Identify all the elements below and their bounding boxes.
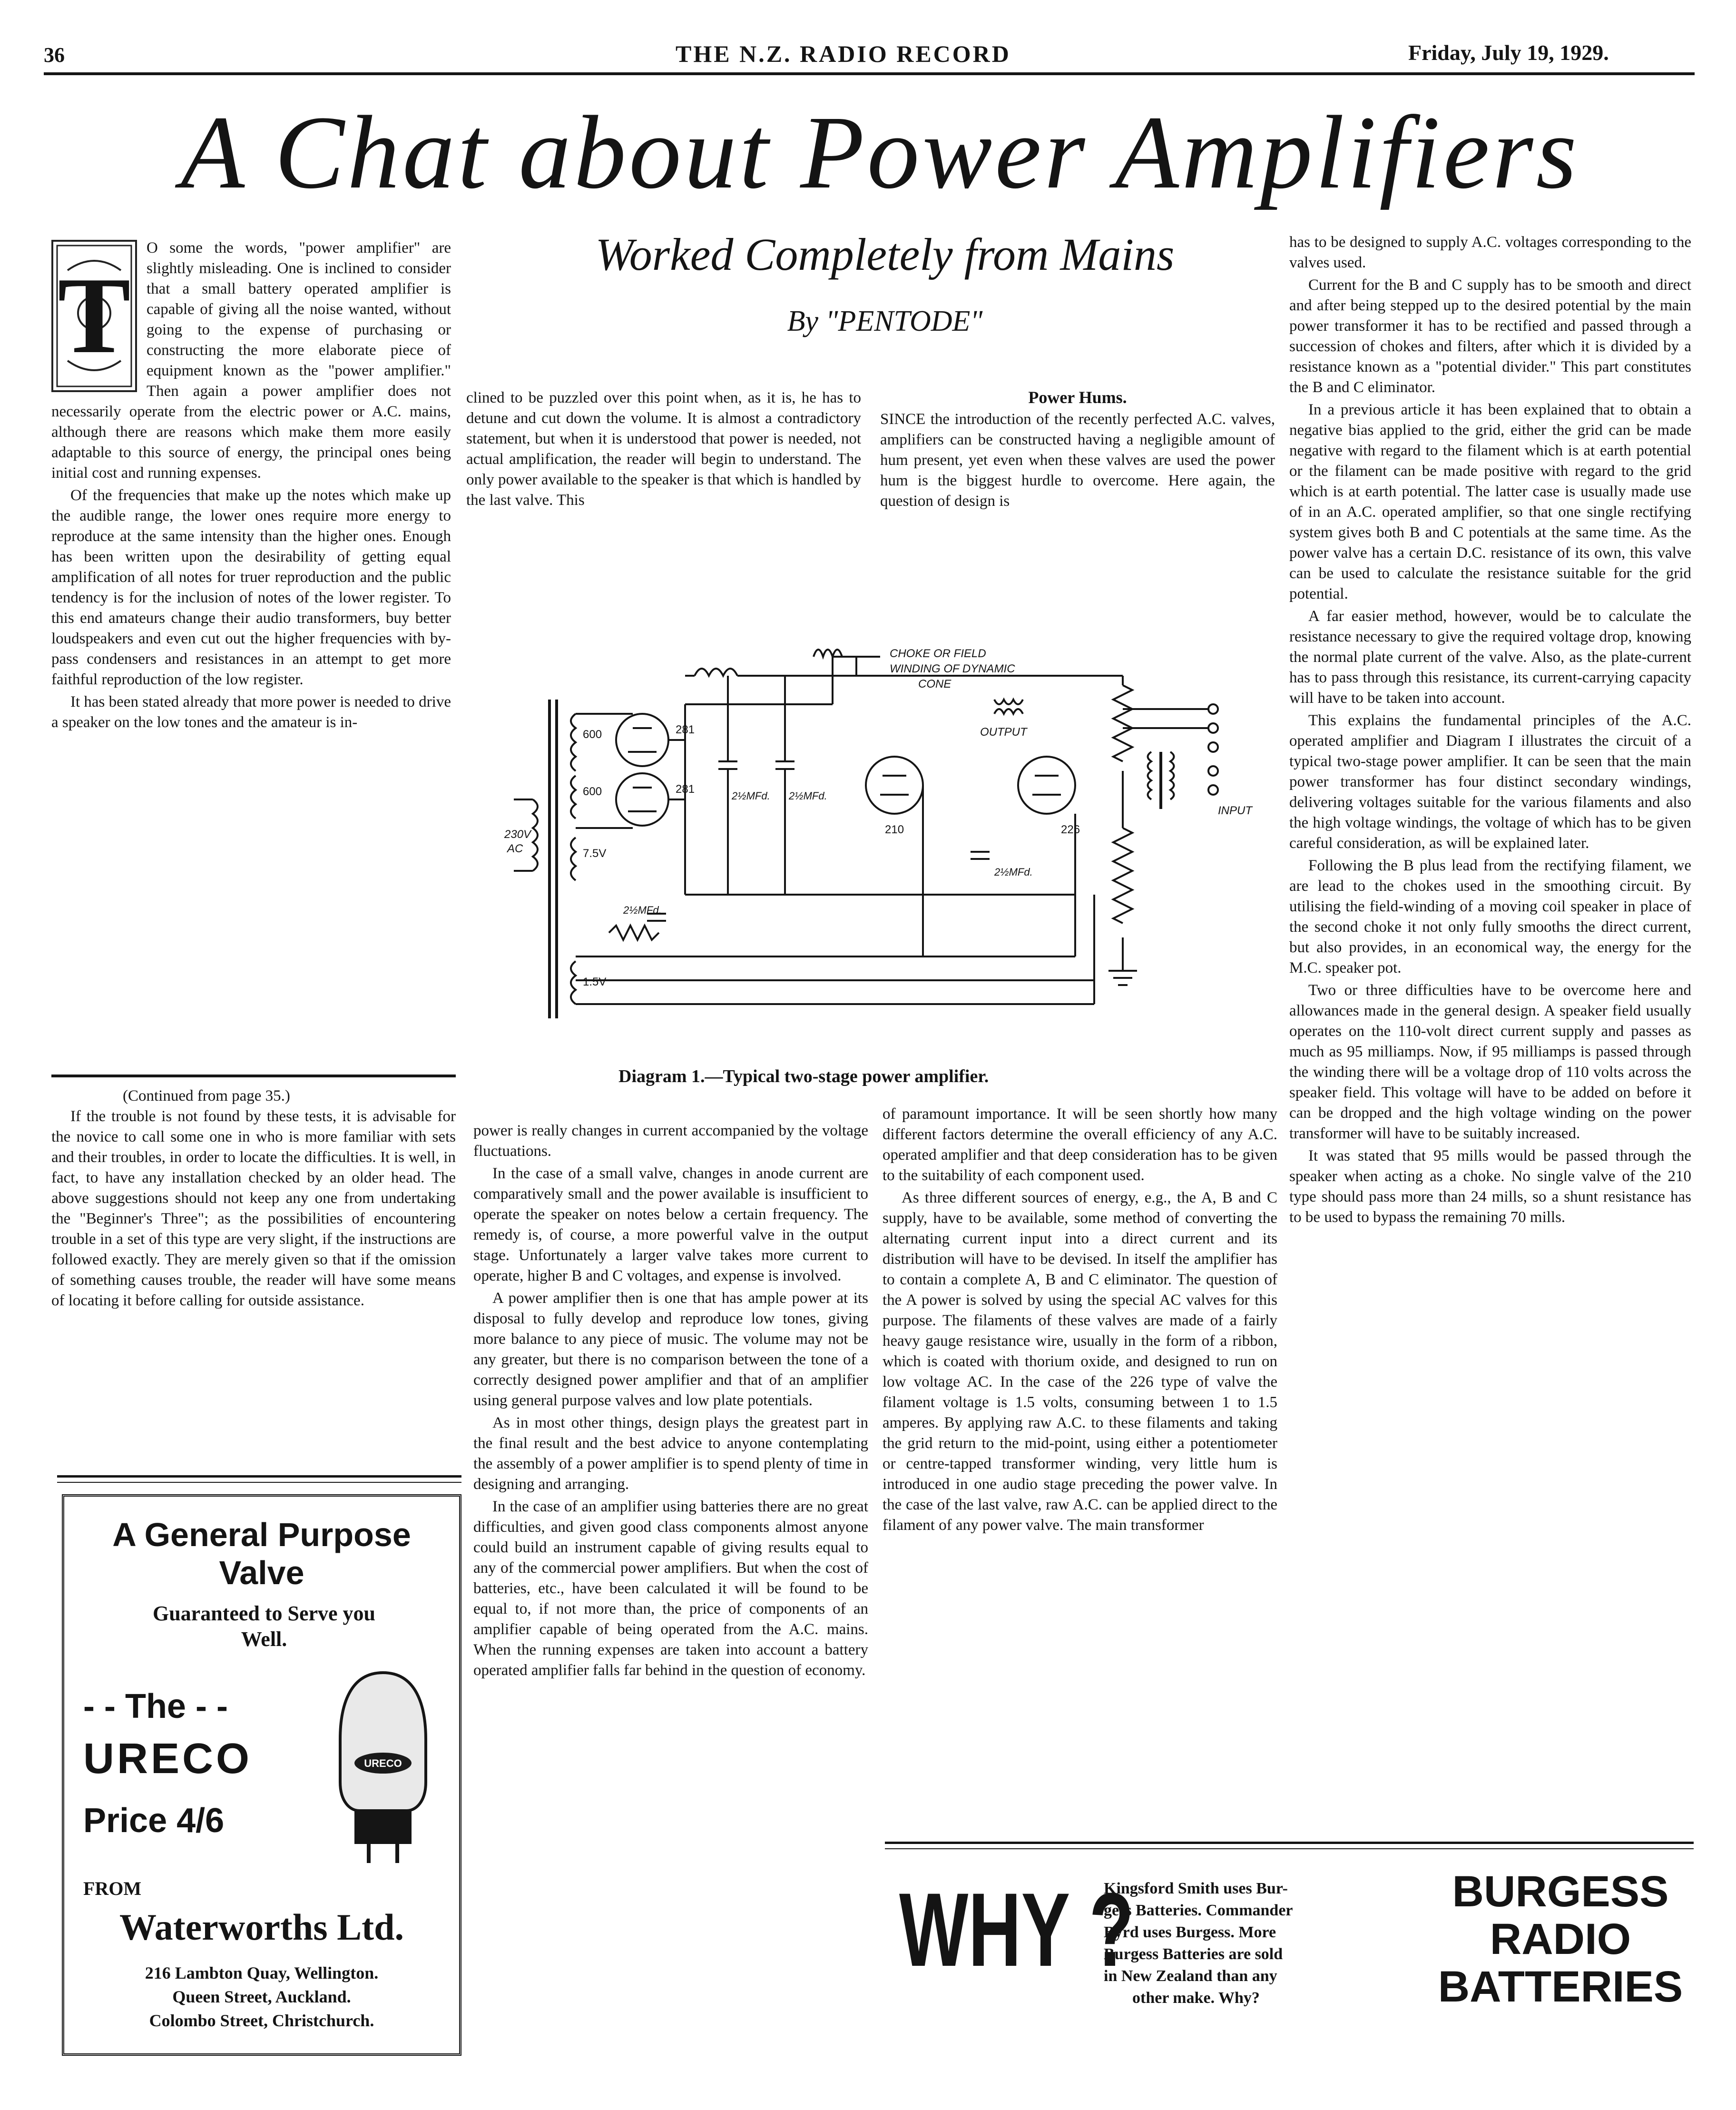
ad-brand-2: RADIO [1490,1915,1631,1963]
label-600b: 600 [583,785,602,798]
label-281-a: 281 [676,723,695,736]
ad-address-1: 216 Lambton Quay, Wellington. [145,1963,379,1982]
ad-address-2: Queen Street, Auckland. [172,1987,351,2006]
ad-brand-1: BURGESS [1452,1867,1669,1916]
ad-headline-1: A General Purpose [112,1516,411,1553]
paragraph: Of the frequencies that make up the notes which make up the audible range, the lower ones require more energy to reproduce at the same intensity than the higher ones. Enough has been written upon the desirability of getting equal amplification of all notes for truer reproduction and the public tendency is for the inclusion of notes of the lower register. To this end amateurs change their audio transformers, buy better loudspeakers and even cut out the higher frequencies with by-pass condensers and resistances in an attempt to get more faithful reproduction of the low register. [51,487,451,688]
burgess-ad [894,1865,1694,2056]
label-output: OUTPUT [980,726,1027,739]
ad-tagline-1: Guaranteed to Serve you [152,1602,376,1625]
ad-divider-left-2 [57,1482,461,1483]
label-choke-2: WINDING OF DYNAMIC [890,662,1015,675]
ad-divider-right-2 [885,1848,1694,1849]
ad-address-3: Colombo Street, Christchurch. [149,2011,374,2030]
schematic-svg [504,628,1256,1056]
label-cap-1: 2½MFd. [732,790,770,802]
paragraph: A far easier method, however, would be to calculate the resistance necessary to give the required voltage drop, knowing the normal plate current of the valve. Also, as the plate-current has to pass through this resistance, its current-carrying capacity will have to be taken into account. [1289,608,1691,707]
header-rule [44,72,1695,75]
ad-tagline-2: Well. [241,1627,287,1651]
diagram-caption: Diagram 1.—Typical two-stage power amplifier. [618,1066,989,1086]
drop-cap [51,240,137,392]
paragraph: Two or three difficulties have to be overcome here and allowances made in the general design. A speaker field usually operates on the 110-volt direct current supply and passes as much as 95 milliamps. Now, if 95 milliamps is passed through the winding there will be a voltage drop of 110 volts across the speaker field. This voltage will have to be added on before it can be dropped and the high voltage winding on the power transformer will have to be suitably increased. [1289,982,1691,1142]
ad-headline-2: Valve [219,1554,304,1591]
article-subtitle: Worked Completely from Mains [595,229,1175,280]
ad-seller: Waterworths Ltd. [119,1906,404,1948]
label-600a: 600 [583,728,602,741]
ad-divider-right [885,1842,1694,1844]
paragraph: of paramount importance. It will be seen shortly how many different factors determine the overall efficiency of any A.C. operated amplifier and that deep consideration has to be given to the suitability of each component used. [883,1105,1277,1184]
label-choke: CHOKE OR FIELD [890,647,986,660]
paragraph: As in most other things, design plays the greatest part in the final result and the best advice to anyone contemplating the assembly of a power amplifier is to spend plenty of time in designing and arranging. [473,1414,868,1493]
bulb-label: URECO [364,1757,402,1769]
label-7-5v: 7.5V [583,847,607,860]
issue-date: Friday, July 19, 1929. [1408,40,1609,65]
valve-bulb-icon [331,1668,435,1868]
paragraph: This explains the fundamental principles of the A.C. operated amplifier and Diagram I illustrates the circuit of a typical two-stage power amplifier. It can be seen that the main power transformer has four distinct secondary windings, delivering voltages suitable for the various filaments and also the high voltage windings, the voltage of which has to be given careful consideration, as will be explained later. [1289,712,1691,852]
label-226: 226 [1061,823,1080,836]
continued-block [51,1086,456,1311]
byline: By "PENTODE" [787,305,983,337]
ad-from: FROM [83,1878,142,1899]
paragraph: If the trouble is not found by these tests, it is advisable for the novice to call some one in who is more familiar with sets and their troubles, in order to locate the difficulties. It is well, in fact, to have any installation checked by an older head. The above suggestions should not keep any one from undertaking the "Beginner's Three"; as the possibilities of encountering trouble in a set of this type are very slight, if the instructions are followed exactly. They are merely given so that if the omission of something causes trouble, the reader will have some means of locating it before calling for outside assistance. [51,1108,456,1309]
drop-cap-letter: T [58,255,131,376]
column-3-upper [880,385,1275,512]
continued-note: (Continued from page 35.) [123,1087,290,1104]
paragraph: Following the B plus lead from the rectifying filament, we are lead to the chokes used in the smoothing circuit. By utilising the field-winding of a moving coil speaker in place of the second choke it not only fully smooths the direct current, but also provides, in an economical way, the energy for the M.C. speaker pot. [1289,857,1691,976]
paragraph: It has been stated already that more power is needed to drive a speaker on the low tones and the amateur is in- [51,693,451,731]
section-heading: Power Hums. [1028,388,1127,407]
paragraph: As three different sources of energy, e.g., the A, B and C supply, have to be available, some method of converting the alternating current input into a direct current and its distribution will have to be devised. In itself the amplifier has to contain a complete A, B and C eliminator. The question of the A power is solved by using the special AC valves for this purpose. The filaments of these valves are made of a fairly heavy gauge resistance wire, usually in the form of a ribbon, which is coated with thorium oxide, and designed to run on low voltage AC. In the case of the 226 type of valve the filament voltage is 1.5 volts, consuming between 1 to 1.5 amperes. By applying raw A.C. to these filaments and taking the grid return to the mid-point, using either a potentiometer or centre-tapped transformer winding, very little hum is introduced in one audio stage preceding the power valve. In the case of the last valve, raw A.C. can be applied direct to the filament of any power valve. The main transformer [883,1189,1277,1534]
ad-body-4: Burgess Batteries are sold [1104,1945,1283,1963]
ad-brand-3: BATTERIES [1438,1962,1683,2011]
paragraph: power is really changes in current accompanied by the voltage fluctuations. [473,1122,868,1160]
paragraph: A power amplifier then is one that has ample power at its disposal to fully develop and reproduce low tones, giving more balance to any piece of music. The volume may not be any greater, but there is no comparison between the tone of a correctly designed power amplifier and that of an amplifier using general purpose valves and low plate potentials. [473,1290,868,1409]
label-choke-3: CONE [918,678,951,690]
paragraph: SINCE the introduction of the recently perfected A.C. valves, amplifiers can be constructed having a negligible amount of hum present, yet even when these valves are used the power hum is the biggest hurdle to overcome. Here again, the question of design is [880,411,1275,510]
ureco-valve-ad [62,1494,461,2056]
ad-divider-left [57,1475,461,1478]
label-230v: 230V [504,828,531,841]
column-2-lower [473,1121,868,1681]
masthead: THE N.Z. RADIO RECORD [676,40,1011,67]
ad-body-2: gess Batteries. Commander [1104,1902,1293,1919]
ad-body-5: in New Zealand than any [1104,1967,1277,1985]
circuit-diagram [504,628,1256,1056]
label-1-5v: 1.5V [583,976,607,988]
section-divider [51,1075,456,1077]
label-cap-2: 2½MFd. [789,790,827,802]
ad-price: Price 4/6 [83,1802,225,1840]
paragraph: O some the words, "power amplifier" are slightly misleading. One is inclined to consider that a small battery operated amplifier is capable of giving all the noise wanted, without going to the expense of purchasing or constructing the more elaborate piece of equipment known as the "power amplifier." Then again a power amplifier does not necessarily operate from the electric power or A.C. mains, although there are reasons which make them more easily adaptable to this source of energy, the principal ones being initial cost and running expenses. [51,239,451,482]
ad-body-1: Kingsford Smith uses Bur- [1104,1880,1288,1897]
label-input: INPUT [1218,804,1252,817]
paragraph: In the case of a small valve, changes in anode current are comparatively small and the power available is insufficient to operate the speaker on notes below a certain frequency. The remedy is, of course, a more powerful valve in the output stage. Unfortunately a larger valve takes more current to operate, higher B and C voltages, and expense is involved. [473,1165,868,1284]
ad-why: WHY ? [899,1871,1134,1988]
ad-body-6: other make. Why? [1132,1989,1260,2007]
page-number: 36 [44,43,65,67]
label-cap-4: 2½MFd. [994,866,1033,878]
column-4 [1289,232,1691,1228]
paragraph: In the case of an amplifier using batteries there are no great difficulties, and given good class components almost anyone could build an instrument capable of giving results equal to any of the commercial power amplifiers. But when the cost of batteries, etc., have been calculated it will be found to be equal to, if not more than, the price of components of an amplifier capable of being operated from the A.C. mains. When the running expenses are taken into account a battery operated amplifier falls far behind in the question of economy. [473,1498,868,1679]
column-1-upper [51,238,451,733]
column-2-upper [466,388,861,511]
paragraph: In a previous article it has been explained that to obtain a negative bias applied to the grid, either the grid can be made negative with regard to the filament which is at earth potential or the filament can be made positive with regard to the grid which is at earth potential. The latter case is usually made use of in an A.C. operated amplifier, so that one single rectifying system gives both B and C potentials at the same time. As the power valve has a certain D.C. resistance of its own, this valve can be used to calculate the resistance suitable for the grid potential. [1289,401,1691,602]
paragraph: clined to be puzzled over this point when, as it is, he has to detune and cut down the volume. It is almost a contradictory statement, but when it is understood that power is needed, not actual amplification, the reader will begin to understand. The only power available to the speaker is that which is handled by the last valve. This [466,389,861,509]
paragraph: has to be designed to supply A.C. voltages corresponding to the valves used. [1289,234,1691,271]
paragraph: It was stated that 95 mills would be passed through the speaker when acting as a choke. No single valve of the 210 type should pass more than 24 mills, so a shunt resistance has to be used to bypass the remaining 70 mills. [1289,1147,1691,1226]
label-281-b: 281 [676,783,695,796]
label-210: 210 [885,823,904,836]
ad-the: - - The - - [83,1687,228,1725]
ad-brand: URECO [83,1735,253,1783]
label-cap-3: 2½MFd. [623,904,662,916]
paragraph: Current for the B and C supply has to be smooth and direct and after being stepped up to the desired potential by the main power transformer it has to be rectified and passed through a succession of chokes and filters, after which it is divided by a resistance known as a "potential divider." This part constitutes the B and C eliminator. [1289,276,1691,396]
ad-body-3: Byrd uses Burgess. More [1104,1923,1276,1941]
column-3-lower [883,1104,1277,1536]
label-ac: AC [507,842,523,855]
article-title: A Chat about Power Amplifiers [180,94,1580,210]
